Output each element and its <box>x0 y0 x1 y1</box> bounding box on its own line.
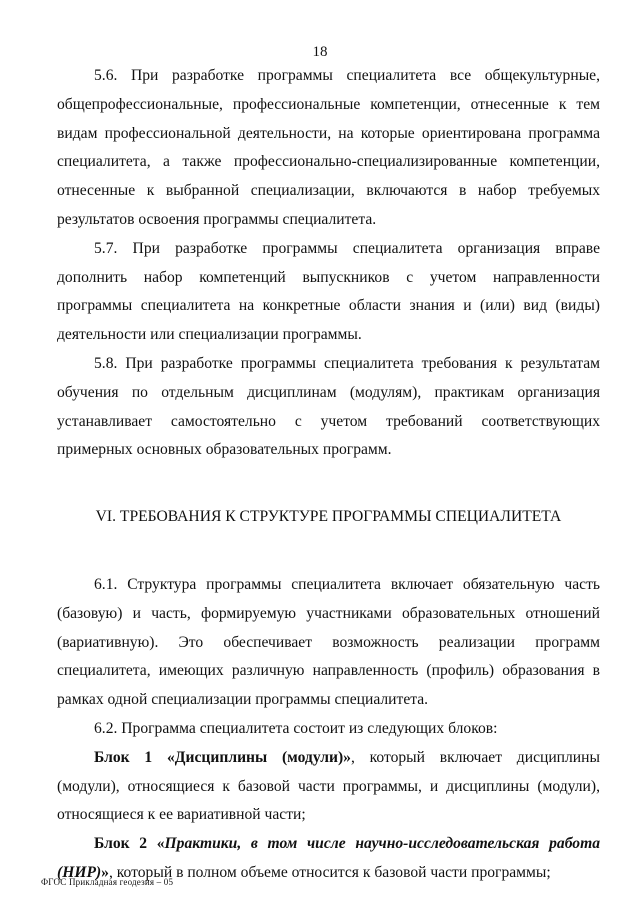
paragraph-5-8: 5.8. При разработке программы специалитета требования к результатам обучения по отдельным дисциплинам (модулям), практикам организация устанавливает самостоятельно с учетом требований соответствующих примерных основных образовательных программ. <box>57 354 600 459</box>
block-1-text: , который включает дисциплины (модули), относящиеся к базовой части программы, и дисциплины (модули), относящиеся к ее вариативной части; <box>57 748 600 824</box>
paragraph-5-6: 5.6. При разработке программы специалитета все общекультурные, общепрофессиональные, профессиональные компетенции, отнесенные к тем видам профессиональной деятельности, на которые ориентирована программа специалитета, а также профессионально-специализированные компетенции, отнесенные к выбранной специализации, включаются в набор требуемых результатов освоения программы специалитета. <box>57 67 600 228</box>
block-1-paragraph <box>57 744 600 830</box>
block-2-text: , который в полном объеме относится к базовой части программы; <box>108 863 551 881</box>
document-body <box>57 62 600 888</box>
block-2-label: Блок 2 « <box>94 835 165 853</box>
paragraph-5-7: 5.7. При разработке программы специалитета организация вправе дополнить набор компетенций выпускников с учетом направленности программы специалитета на конкретные области знания и (или) вид (виды) деятельности или специализации программы. <box>57 239 600 344</box>
page-number: 18 <box>312 44 328 60</box>
paragraph-6-2: 6.2. Программа специалитета состоит из следующих блоков: <box>94 719 498 737</box>
block-2-close-quote: » <box>101 863 109 881</box>
footer-label: ФГОС Прикладная геодезия – 05 <box>41 877 174 887</box>
section-heading: VI. ТРЕБОВАНИЯ К СТРУКТУРЕ ПРОГРАММЫ СПЕЦИАЛИТЕТА <box>95 508 562 526</box>
block-1-title: Блок 1 «Дисциплины (модули)» <box>94 748 351 766</box>
paragraph-6-1: 6.1. Структура программы специалитета включает обязательную часть (базовую) и часть, формируемую участниками образовательных отношений (вариативную). Это обеспечивает возможность реализации программ специалитета, имеющих различную направленность (профиль) образования в рамках одной специализации программы специалитета. <box>57 575 600 709</box>
block-2-title: Практики, в том числе научно-исследовательская работа (НИР) <box>57 835 600 881</box>
